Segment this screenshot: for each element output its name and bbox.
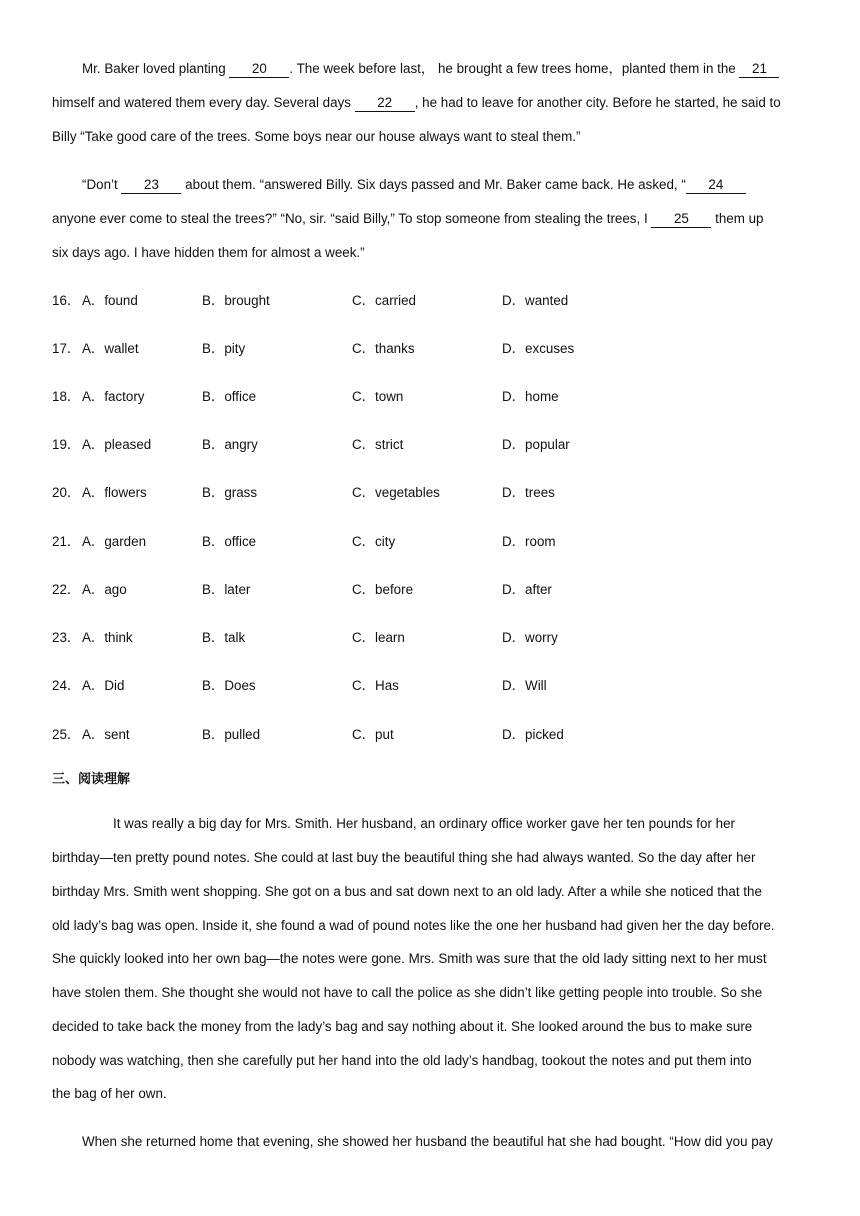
reading-line: decided to take back the money from the lady’s bag and say nothing about it. She looked around the bus to make sure <box>52 1019 753 1034</box>
reading-line: She quickly looked into her own bag—the notes were gone. Mrs. Smith was sure that the old lady sitting next to her must <box>52 951 767 966</box>
option-d[interactable]: D．after <box>502 582 552 597</box>
option-d[interactable]: D．room <box>502 534 556 549</box>
reading-line: When she returned home that evening, she showed her husband the beautiful hat she had bought. “How did you pay <box>82 1134 773 1149</box>
question-row <box>52 483 812 503</box>
option-d[interactable]: D．wanted <box>502 293 569 308</box>
blank-25[interactable]: 25 <box>651 211 711 228</box>
option-a[interactable]: A．flowers <box>82 485 147 500</box>
blank-20[interactable]: 20 <box>229 61 289 78</box>
option-b[interactable]: B．talk <box>202 630 246 645</box>
option-a[interactable]: A．Did <box>82 678 125 693</box>
option-b[interactable]: B．office <box>202 534 257 549</box>
question-row <box>52 387 812 407</box>
question-number: 18． <box>52 389 81 404</box>
option-d[interactable]: D．popular <box>502 437 570 452</box>
option-a[interactable]: A．garden <box>82 534 147 549</box>
option-a[interactable]: A．pleased <box>82 437 152 452</box>
text-span: . The week before last， he brought a few trees home，planted them in the <box>289 61 740 76</box>
reading-line: It was really a big day for Mrs. Smith. Her husband, an ordinary office worker gave her ten pounds for her <box>113 816 735 831</box>
question-number: 21． <box>52 534 81 549</box>
cloze-line-4 <box>82 175 746 195</box>
option-a[interactable]: A．wallet <box>82 341 139 356</box>
cloze-line-6 <box>52 243 365 263</box>
text-span: them up <box>711 211 764 226</box>
option-a[interactable]: A．factory <box>82 389 145 404</box>
option-c[interactable]: C．carried <box>352 293 416 308</box>
text-span: about them. “answered Billy. Six days passed and Mr. Baker came back. He asked, “ <box>181 177 686 192</box>
question-number: 17． <box>52 341 81 356</box>
option-a[interactable]: A．sent <box>82 727 130 742</box>
option-c[interactable]: C．vegetables <box>352 485 440 500</box>
text-span: , he had to leave for another city. Before he started, he said to <box>414 95 781 110</box>
option-b[interactable]: B．brought <box>202 293 270 308</box>
cloze-line-1 <box>82 59 779 79</box>
question-number: 22． <box>52 582 81 597</box>
question-number: 20． <box>52 485 81 500</box>
option-b[interactable]: B．pulled <box>202 727 261 742</box>
cloze-line-3 <box>52 127 580 147</box>
question-number: 19． <box>52 437 81 452</box>
blank-24[interactable]: 24 <box>686 177 746 194</box>
option-a[interactable]: A．ago <box>82 582 127 597</box>
option-b[interactable]: B．office <box>202 389 257 404</box>
question-row <box>52 725 812 745</box>
question-row <box>52 628 812 648</box>
option-b[interactable]: B．Does <box>202 678 256 693</box>
question-row <box>52 339 812 359</box>
option-d[interactable]: D．trees <box>502 485 555 500</box>
option-c[interactable]: C．Has <box>352 678 399 693</box>
blank-22[interactable]: 22 <box>355 95 415 112</box>
option-c[interactable]: C．learn <box>352 630 405 645</box>
text-span: Mr. Baker loved planting <box>82 61 230 76</box>
section-heading: 三、阅读理解 <box>52 772 131 787</box>
reading-line: old lady’s bag was open. Inside it, she found a wad of pound notes like the one her husband had given her the day before. <box>52 918 775 933</box>
option-b[interactable]: B．angry <box>202 437 258 452</box>
text-span: Billy “Take good care of the trees. Some boys near our house always want to steal them.” <box>52 129 581 144</box>
question-number: 23． <box>52 630 81 645</box>
text-span: six days ago. I have hidden them for almost a week.” <box>52 245 365 260</box>
reading-line: nobody was watching, then she carefully put her hand into the old lady’s handbag, tookout the notes and put them into <box>52 1053 752 1068</box>
option-c[interactable]: C．put <box>352 727 394 742</box>
question-row <box>52 580 812 600</box>
option-b[interactable]: B．pity <box>202 341 246 356</box>
reading-line: birthday Mrs. Smith went shopping. She got on a bus and sat down next to an old lady. After a while she noticed that the <box>52 884 762 899</box>
option-c[interactable]: C．before <box>352 582 414 597</box>
text-span: himself and watered them every day. Several days <box>52 95 355 110</box>
option-c[interactable]: C．thanks <box>352 341 415 356</box>
option-d[interactable]: D．worry <box>502 630 558 645</box>
option-c[interactable]: C．strict <box>352 437 404 452</box>
blank-23[interactable]: 23 <box>121 177 181 194</box>
cloze-line-5 <box>52 209 764 229</box>
cloze-line-2 <box>52 93 781 113</box>
option-d[interactable]: D．home <box>502 389 559 404</box>
reading-line: birthday—ten pretty pound notes. She could at last buy the beautiful thing she had always wanted. So the day after her <box>52 850 756 865</box>
option-b[interactable]: B．grass <box>202 485 258 500</box>
question-row <box>52 676 812 696</box>
option-d[interactable]: D．Will <box>502 678 547 693</box>
blank-21[interactable]: 21 <box>739 61 779 78</box>
option-c[interactable]: C．city <box>352 534 396 549</box>
question-number: 24． <box>52 678 81 693</box>
question-row <box>52 532 812 552</box>
question-row <box>52 291 812 311</box>
question-number: 25． <box>52 727 81 742</box>
option-a[interactable]: A．think <box>82 630 133 645</box>
option-d[interactable]: D．excuses <box>502 341 575 356</box>
option-c[interactable]: C．town <box>352 389 404 404</box>
text-span: “Don’t <box>82 177 122 192</box>
reading-line: the bag of her own. <box>52 1086 167 1101</box>
option-a[interactable]: A．found <box>82 293 138 308</box>
question-row <box>52 435 812 455</box>
text-span: anyone ever come to steal the trees?” “No, sir. “said Billy,” To stop someone from stealing the trees, I <box>52 211 652 226</box>
question-number: 16． <box>52 293 81 308</box>
reading-line: have stolen them. She thought she would not have to call the police as she didn’t like getting people into trouble. So she <box>52 985 763 1000</box>
option-d[interactable]: D．picked <box>502 727 564 742</box>
option-b[interactable]: B．later <box>202 582 251 597</box>
